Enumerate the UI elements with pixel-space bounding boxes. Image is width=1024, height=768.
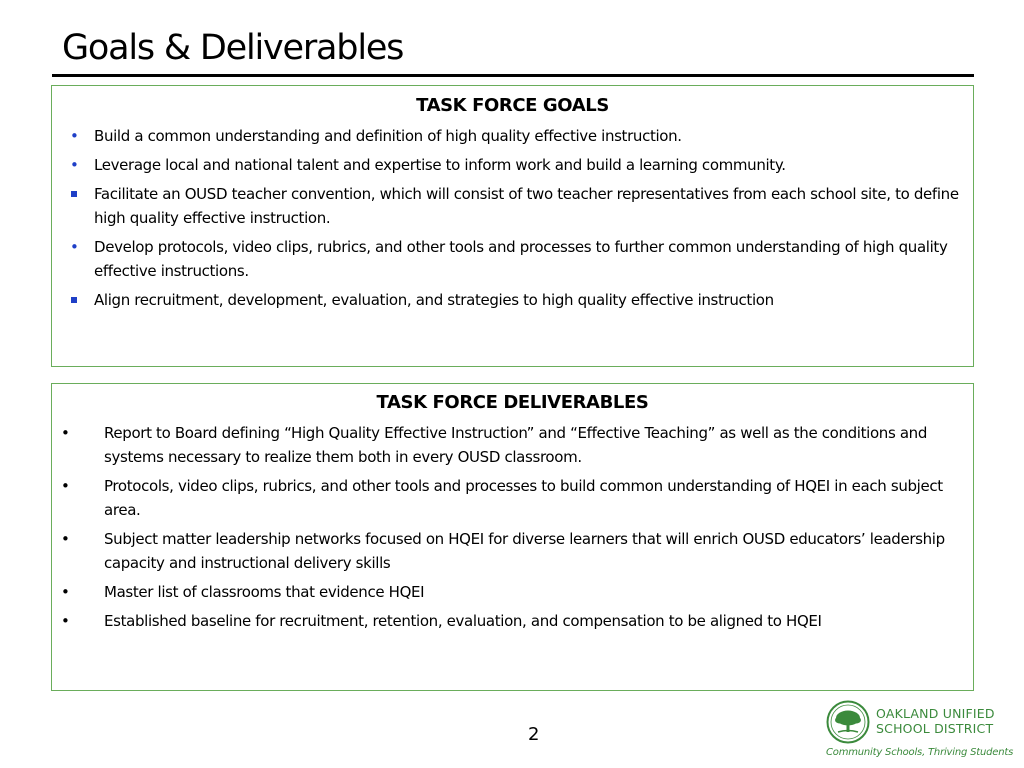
goals-list xyxy=(52,124,973,312)
deliverable-item-text: Subject matter leadership networks focused on HQEI for diverse learners that will enrich OUSD educators’ leadership capacity and instructional delivery skills xyxy=(104,530,945,572)
deliverable-item xyxy=(52,474,973,522)
goal-item xyxy=(52,124,973,148)
goal-item-text: Develop protocols, video clips, rubrics, and other tools and processes to further common understanding of high quality effective instructions. xyxy=(94,238,948,280)
deliverable-item xyxy=(52,527,973,575)
bullet-dot-icon: • xyxy=(61,477,70,495)
bullet-dot-icon: • xyxy=(61,612,70,630)
logo-tagline: Community Schools, Thriving Students xyxy=(826,747,1014,758)
bullet-dot-icon: • xyxy=(61,424,70,442)
goal-item xyxy=(52,182,973,230)
logo-wordmark xyxy=(876,706,995,736)
district-logo xyxy=(826,700,1016,762)
deliverables-list xyxy=(52,421,973,633)
goal-item-text: Build a common understanding and definition of high quality effective instruction. xyxy=(94,127,682,145)
logo-line2: SCHOOL DISTRICT xyxy=(876,721,994,736)
bullet-dot-icon: • xyxy=(61,530,70,548)
bullet-dot-icon: • xyxy=(70,127,79,145)
deliverables-panel xyxy=(51,383,974,691)
deliverable-item-text: Report to Board defining “High Quality Effective Instruction” and “Effective Teaching” as well as the conditions and systems necessary to realize them both in every OUSD classroom. xyxy=(104,424,928,466)
goal-item-text: Leverage local and national talent and expertise to inform work and build a learning community. xyxy=(94,156,786,174)
bullet-square-icon xyxy=(71,191,77,197)
bullet-square-icon xyxy=(71,297,77,303)
logo-line1: OAKLAND UNIFIED xyxy=(876,706,995,721)
deliverable-item-text: Established baseline for recruitment, retention, evaluation, and compensation to be aligned to HQEI xyxy=(104,612,822,630)
deliverables-heading: TASK FORCE DELIVERABLES xyxy=(376,392,649,413)
bullet-dot-icon: • xyxy=(70,156,79,174)
goals-heading: TASK FORCE GOALS xyxy=(416,95,609,116)
bullet-dot-icon: • xyxy=(61,583,70,601)
page-title: Goals & Deliverables xyxy=(62,28,404,68)
goal-item-text: Align recruitment, development, evaluation, and strategies to high quality effective instruction xyxy=(94,291,774,309)
goal-item xyxy=(52,288,973,312)
deliverable-item xyxy=(52,421,973,469)
deliverable-item xyxy=(52,609,973,633)
goals-panel xyxy=(51,85,974,367)
deliverable-item-text: Protocols, video clips, rubrics, and other tools and processes to build common understanding of HQEI in each subject area. xyxy=(104,477,943,519)
goal-item xyxy=(52,153,973,177)
bullet-dot-icon: • xyxy=(70,238,79,256)
goal-item-text: Facilitate an OUSD teacher convention, which will consist of two teacher representatives from each school site, to define high quality effective instruction. xyxy=(94,185,959,227)
title-divider xyxy=(52,74,974,77)
oak-tree-seal-icon xyxy=(826,700,870,744)
goal-item xyxy=(52,235,973,283)
deliverable-item xyxy=(52,580,973,604)
page-number: 2 xyxy=(528,724,540,745)
deliverable-item-text: Master list of classrooms that evidence HQEI xyxy=(104,583,425,601)
